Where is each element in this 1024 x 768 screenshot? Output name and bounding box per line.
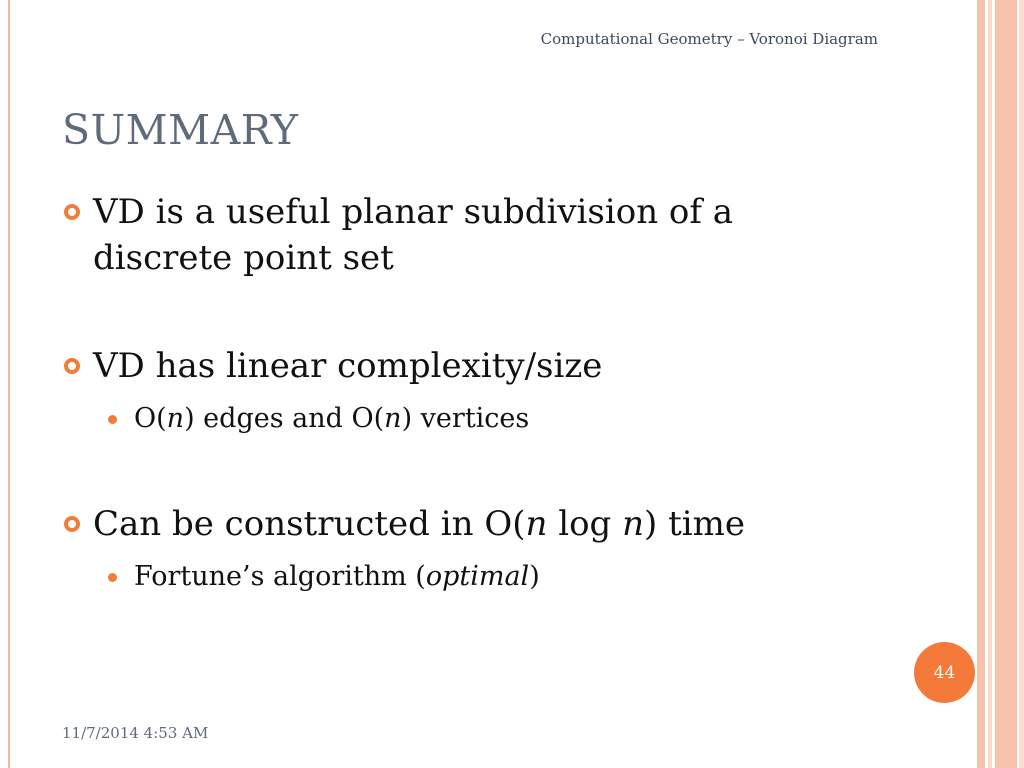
right-decorative-stripe — [988, 0, 992, 768]
bullet-item — [64, 501, 824, 547]
right-decorative-stripe — [1019, 0, 1024, 768]
left-decorative-rule — [8, 0, 10, 768]
right-decorative-stripe — [995, 0, 1017, 768]
bullet-text: VD is a useful planar subdivision of a discrete point set — [93, 192, 734, 278]
page-number: 44 — [933, 662, 956, 683]
sub-bullet-text: Fortune’s algorithm (optimal) — [134, 561, 540, 592]
hollow-circle-bullet-icon — [64, 516, 80, 532]
slide-title: SUMMARY — [62, 106, 299, 154]
hollow-circle-bullet-icon — [64, 204, 80, 220]
page-number-badge — [914, 642, 975, 703]
hollow-circle-bullet-icon — [64, 358, 80, 374]
bullet-text: Can be constructed in O(n log n) time — [93, 504, 746, 544]
sub-bullet-text: O(n) edges and O(n) vertices — [134, 403, 530, 434]
filled-dot-bullet-icon — [108, 415, 117, 424]
sub-bullet-item — [108, 402, 529, 436]
bullet-item — [64, 189, 824, 281]
sub-bullet-item — [108, 560, 540, 594]
filled-dot-bullet-icon — [108, 573, 117, 582]
slide-header: Computational Geometry – Voronoi Diagram — [540, 30, 878, 48]
right-decorative-stripe — [977, 0, 985, 768]
bullet-text: VD has linear complexity/size — [93, 346, 603, 386]
bullet-item — [64, 343, 824, 389]
footer-date: 11/7/2014 4:53 AM — [62, 724, 209, 742]
